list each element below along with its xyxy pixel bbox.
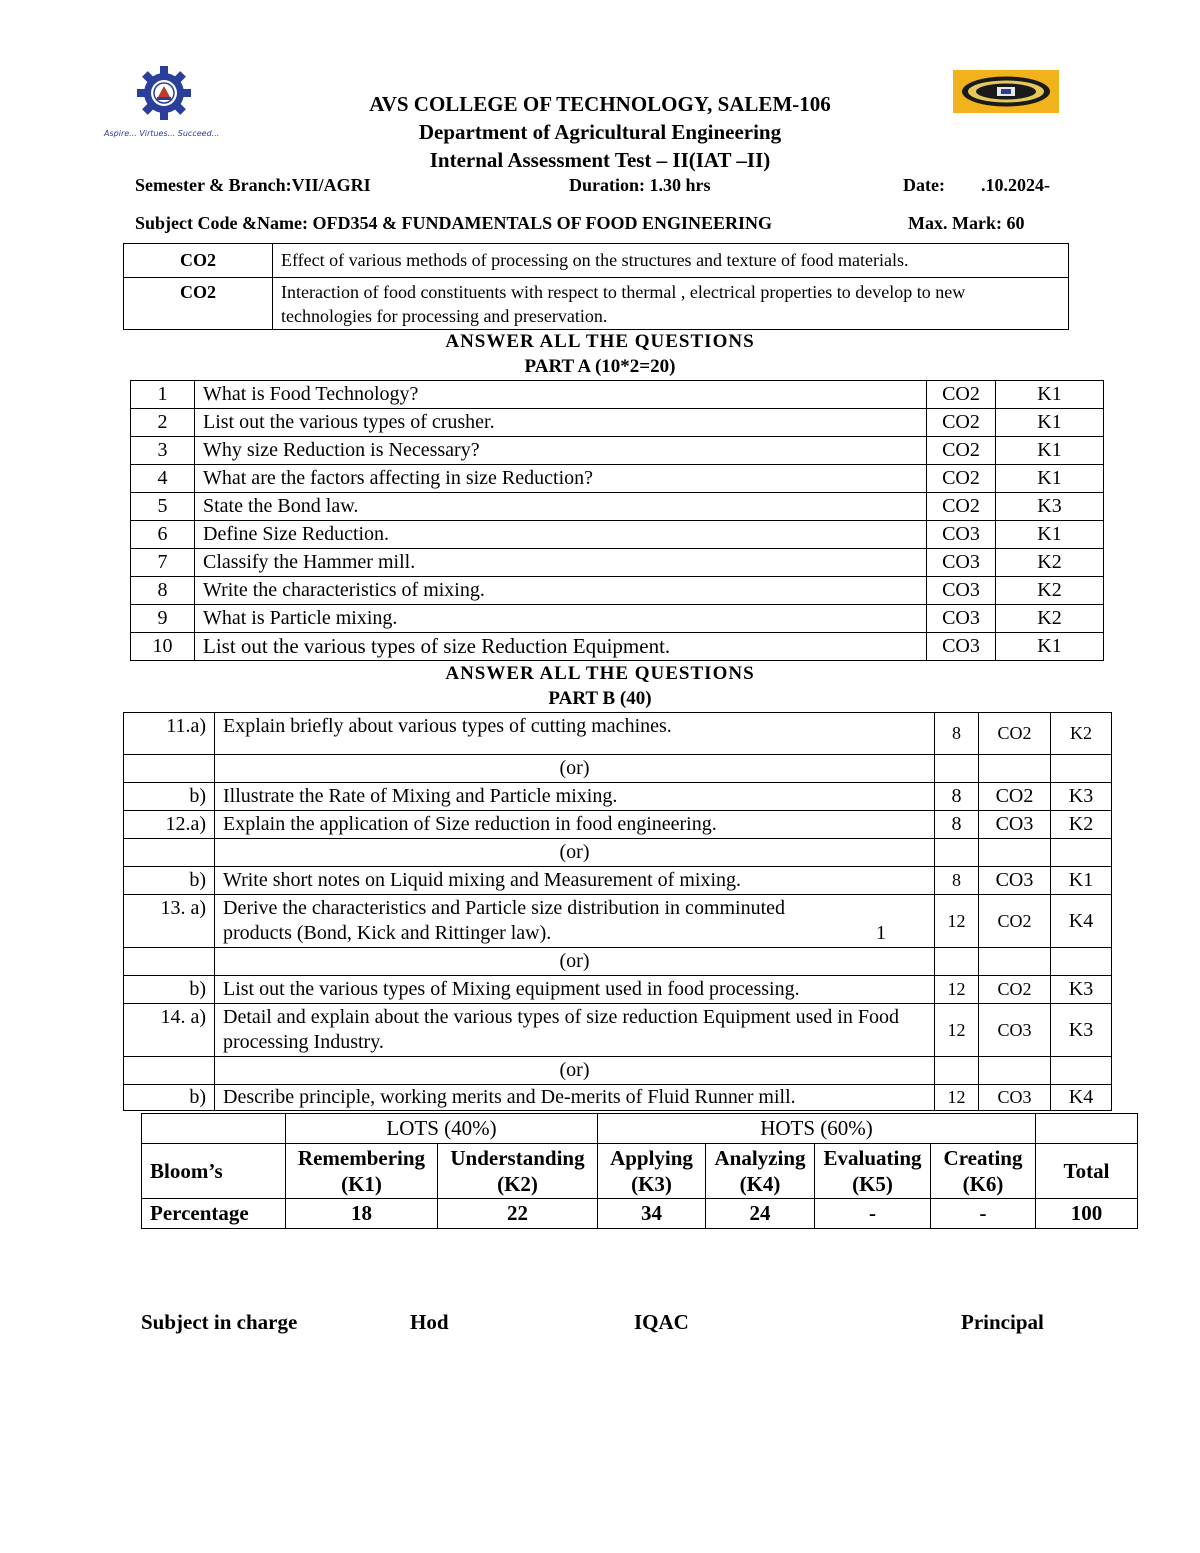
marks: 8	[935, 811, 979, 839]
or-label: (or)	[215, 948, 935, 976]
part-b-row	[124, 895, 1112, 948]
question-number: 10	[131, 633, 195, 661]
or-label: (or)	[215, 755, 935, 783]
question-text: What is Food Technology?	[195, 381, 927, 409]
question-text: List out the various types of Mixing equipment used in food processing.	[215, 976, 935, 1004]
duration: Duration: 1.30 hrs	[569, 175, 711, 195]
part-a-row	[131, 549, 1104, 577]
outcome-co: CO2	[124, 244, 273, 278]
college-name: AVS COLLEGE OF TECHNOLOGY, SALEM-106	[369, 92, 831, 116]
level-cell	[931, 1144, 1036, 1199]
question-number: 7	[131, 549, 195, 577]
level-percentage: 22	[438, 1199, 598, 1229]
knowledge-level: K1	[996, 437, 1104, 465]
part-a-row	[131, 465, 1104, 493]
part-a-row	[131, 381, 1104, 409]
level-cell	[598, 1144, 706, 1199]
marks: 8	[935, 713, 979, 755]
outcome-row	[124, 244, 1069, 278]
outcome-text: Interaction of food constituents with respect to thermal , electrical properties to develop to new technologies for processing and preservation.	[273, 278, 1069, 330]
question-text: Write the characteristics of mixing.	[195, 577, 927, 605]
marks: 8	[935, 867, 979, 895]
level-code: (K2)	[497, 1172, 538, 1196]
level-percentage: -	[931, 1199, 1036, 1229]
course-outcome: CO3	[979, 811, 1051, 839]
question-number: b)	[124, 1085, 215, 1111]
part-a-table	[130, 380, 1104, 661]
knowledge-level: K2	[1051, 811, 1112, 839]
question-text: Classify the Hammer mill.	[195, 549, 927, 577]
part-a-row	[131, 409, 1104, 437]
knowledge-level: K2	[996, 605, 1104, 633]
question-number: 1	[131, 381, 195, 409]
part-b-row	[124, 976, 1112, 1004]
question-number: 12.a)	[124, 811, 215, 839]
test-title: Internal Assessment Test – II(IAT –II)	[429, 148, 771, 172]
question-text: Define Size Reduction.	[195, 521, 927, 549]
course-outcome: CO2	[927, 409, 996, 437]
question-number: b)	[124, 783, 215, 811]
question-number: 4	[131, 465, 195, 493]
blooms-table	[141, 1113, 1138, 1229]
blooms-group-row	[142, 1114, 1138, 1144]
signature-iqac: IQAC	[634, 1310, 689, 1334]
knowledge-level: K2	[1051, 713, 1112, 755]
level-percentage: 34	[598, 1199, 706, 1229]
part-a-row	[131, 521, 1104, 549]
knowledge-level: K2	[996, 577, 1104, 605]
part-b-row	[124, 783, 1112, 811]
question-number: 6	[131, 521, 195, 549]
knowledge-level: K3	[1051, 783, 1112, 811]
percentage-label: Percentage	[142, 1199, 286, 1229]
blooms-row-label: Bloom’s	[142, 1144, 286, 1199]
signature-principal: Principal	[961, 1310, 1044, 1334]
question-text: List out the various types of size Reduction Equipment.	[195, 633, 927, 661]
question-number: 11.a)	[124, 713, 215, 755]
question-text: Explain the application of Size reduction in food engineering.	[215, 811, 935, 839]
outcome-row	[124, 278, 1069, 330]
part-b-row	[124, 713, 1112, 755]
knowledge-level: K1	[996, 465, 1104, 493]
question-text: Detail and explain about the various types of size reduction Equipment used in Food processing Industry.	[215, 1004, 935, 1057]
question-number: 8	[131, 577, 195, 605]
course-outcome: CO3	[979, 867, 1051, 895]
question-text: What is Particle mixing.	[195, 605, 927, 633]
part-b-row	[124, 1004, 1112, 1057]
part-b-row	[124, 811, 1112, 839]
question-number: 2	[131, 409, 195, 437]
course-outcome: CO2	[979, 713, 1051, 755]
level-code: (K6)	[962, 1172, 1004, 1196]
marks: 12	[935, 1004, 979, 1057]
course-outcome: CO3	[927, 521, 996, 549]
semester-branch: Semester & Branch:VII/AGRI	[135, 175, 371, 195]
outcome-text: Effect of various methods of processing on the structures and texture of food materials.	[273, 244, 1069, 278]
level-name: Understanding	[450, 1146, 585, 1170]
course-outcome: CO2	[927, 465, 996, 493]
marks: 12	[935, 895, 979, 948]
level-code: (K1)	[341, 1172, 382, 1196]
level-name: Evaluating	[823, 1146, 922, 1170]
knowledge-level: K2	[996, 549, 1104, 577]
question-number: b)	[124, 976, 215, 1004]
blooms-percentage-row	[142, 1199, 1138, 1229]
level-name: Applying	[610, 1146, 693, 1170]
or-row	[124, 1057, 1112, 1085]
outcome-co: CO2	[124, 278, 273, 330]
knowledge-level: K4	[1051, 1085, 1112, 1111]
department-name: Department of Agricultural Engineering	[418, 120, 782, 144]
knowledge-level: K3	[996, 493, 1104, 521]
course-outcome: CO2	[979, 895, 1051, 948]
part-a-row	[131, 437, 1104, 465]
or-row	[124, 755, 1112, 783]
question-text-line	[223, 921, 926, 946]
marks: 8	[935, 783, 979, 811]
course-outcome: CO3	[927, 605, 996, 633]
total-percentage: 100	[1036, 1199, 1138, 1229]
course-outcomes-table	[123, 243, 1069, 330]
course-outcome: CO2	[927, 493, 996, 521]
part-a-row	[131, 493, 1104, 521]
question-text-line-2: products (Bond, Kick and Rittinger law).	[223, 922, 552, 944]
part-b-instruction: ANSWER ALL THE QUESTIONS	[445, 663, 755, 684]
or-row	[124, 948, 1112, 976]
knowledge-level: K4	[1051, 895, 1112, 948]
hots-label: HOTS (60%)	[598, 1114, 1036, 1144]
course-outcome: CO3	[927, 633, 996, 661]
lots-label: LOTS (40%)	[286, 1114, 598, 1144]
part-b-row	[124, 867, 1112, 895]
part-b-title: PART B (40)	[548, 688, 652, 709]
course-outcome: CO2	[979, 976, 1051, 1004]
question-number: 14. a)	[124, 1004, 215, 1057]
level-percentage: 24	[706, 1199, 815, 1229]
date-value: .10.2024-	[981, 175, 1050, 195]
part-a-row	[131, 577, 1104, 605]
part-a-row	[131, 633, 1104, 661]
total-label: Total	[1036, 1144, 1138, 1199]
level-percentage: 18	[286, 1199, 438, 1229]
max-mark: Max. Mark: 60	[908, 213, 1025, 233]
level-code: (K5)	[852, 1172, 893, 1196]
question-text: Illustrate the Rate of Mixing and Particle mixing.	[215, 783, 935, 811]
level-code: (K4)	[739, 1172, 781, 1196]
knowledge-level: K3	[1051, 1004, 1112, 1057]
part-a-instruction: ANSWER ALL THE QUESTIONS	[445, 331, 755, 352]
level-cell	[706, 1144, 815, 1199]
knowledge-level: K1	[996, 521, 1104, 549]
knowledge-level: K1	[996, 381, 1104, 409]
or-label: (or)	[215, 839, 935, 867]
question-text: Write short notes on Liquid mixing and Measurement of mixing.	[215, 867, 935, 895]
question-text-line: Derive the characteristics and Particle size distribution in comminuted	[223, 897, 786, 919]
question-number: 9	[131, 605, 195, 633]
question-number: 5	[131, 493, 195, 521]
signature-hod: Hod	[410, 1310, 449, 1334]
question-text: List out the various types of crusher.	[195, 409, 927, 437]
level-cell	[286, 1144, 438, 1199]
knowledge-level: K1	[996, 409, 1104, 437]
level-cell	[438, 1144, 598, 1199]
stray-mark: 1	[876, 922, 886, 944]
question-text	[215, 895, 935, 948]
course-outcome: CO3	[927, 549, 996, 577]
part-b-table	[123, 712, 1112, 1111]
question-number: 3	[131, 437, 195, 465]
marks: 12	[935, 1085, 979, 1111]
or-row	[124, 839, 1112, 867]
blooms-level-row	[142, 1144, 1138, 1199]
question-text: Explain briefly about various types of cutting machines.	[215, 713, 935, 755]
part-b-row	[124, 1085, 1112, 1111]
question-text: What are the factors affecting in size Reduction?	[195, 465, 927, 493]
question-text: Describe principle, working merits and De-merits of Fluid Runner mill.	[215, 1085, 935, 1111]
question-number: 13. a)	[124, 895, 215, 948]
course-outcome: CO2	[979, 783, 1051, 811]
marks: 12	[935, 976, 979, 1004]
level-name: Analyzing	[714, 1146, 806, 1170]
knowledge-level: K3	[1051, 976, 1112, 1004]
question-number: b)	[124, 867, 215, 895]
date-label: Date:	[903, 175, 945, 195]
level-name: Creating	[943, 1146, 1023, 1170]
question-text: Why size Reduction is Necessary?	[195, 437, 927, 465]
subject-code-name: Subject Code &Name: OFD354 & FUNDAMENTALS OF FOOD ENGINEERING	[135, 213, 772, 233]
level-name: Remembering	[297, 1146, 426, 1170]
part-a-row	[131, 605, 1104, 633]
course-outcome: CO3	[979, 1085, 1051, 1111]
course-outcome: CO3	[979, 1004, 1051, 1057]
knowledge-level: K1	[996, 633, 1104, 661]
course-outcome: CO2	[927, 437, 996, 465]
knowledge-level: K1	[1051, 867, 1112, 895]
question-text: State the Bond law.	[195, 493, 927, 521]
or-label: (or)	[215, 1057, 935, 1085]
level-percentage: -	[815, 1199, 931, 1229]
part-a-title: PART A (10*2=20)	[524, 356, 676, 377]
logo-tagline: Aspire... Virtues... Succeed...	[104, 129, 220, 138]
level-code: (K3)	[631, 1172, 672, 1196]
course-outcome: CO3	[927, 577, 996, 605]
course-outcome: CO2	[927, 381, 996, 409]
signature-subject-in-charge: Subject in charge	[141, 1310, 298, 1334]
level-cell	[815, 1144, 931, 1199]
